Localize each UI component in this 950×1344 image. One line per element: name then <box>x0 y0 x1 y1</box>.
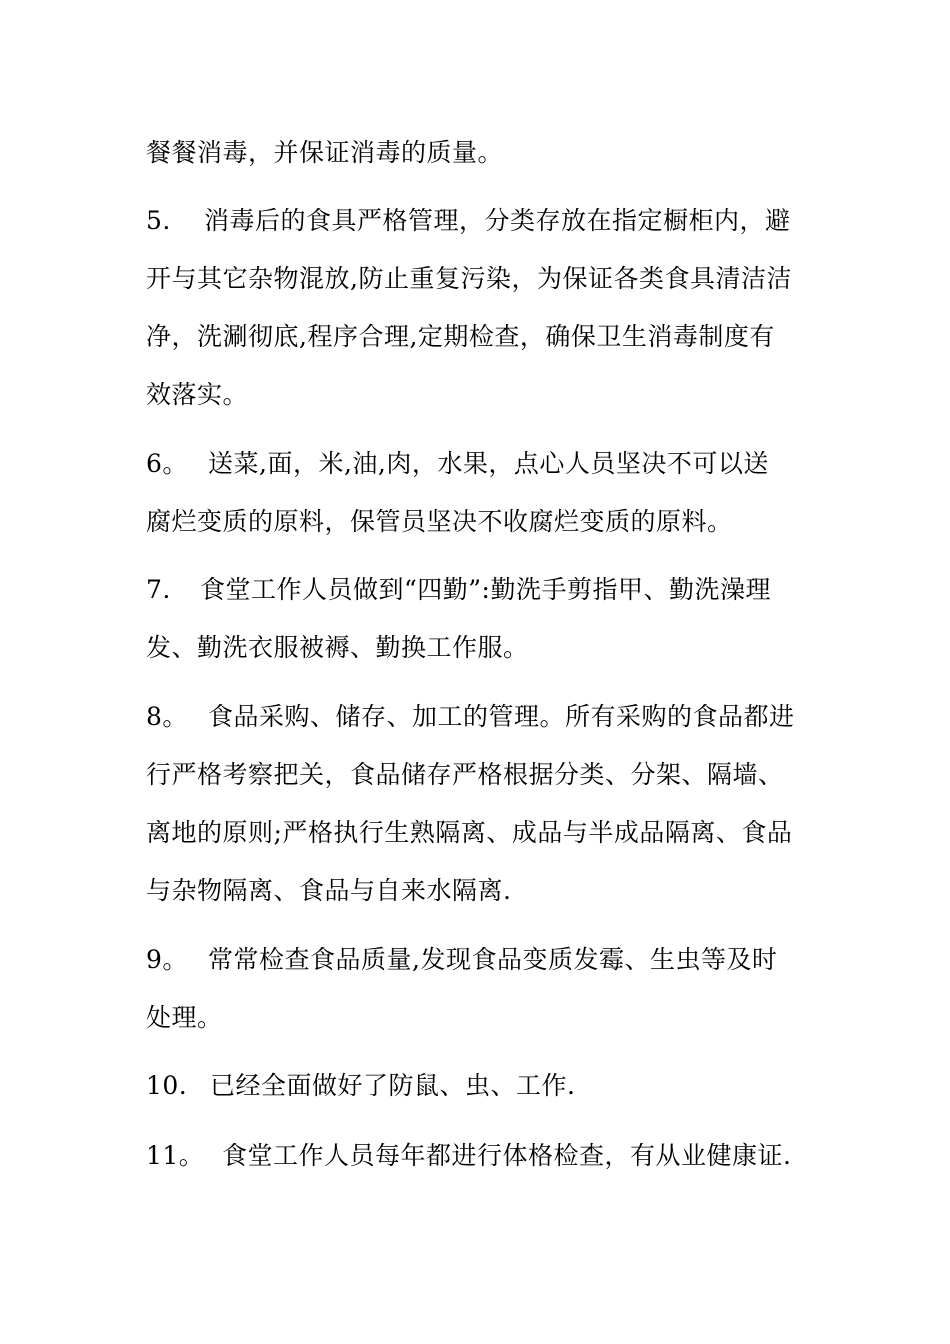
text-line <box>146 1127 806 1185</box>
item-number: 9。 <box>146 945 188 974</box>
text-line <box>146 688 806 746</box>
paragraph-item-6 <box>146 435 806 551</box>
paragraph-item-8 <box>146 688 806 920</box>
paragraph-item-10 <box>146 1057 806 1115</box>
text-line: 开与其它杂物混放,防止重复污染，为保证各类食具清洁洁 <box>146 264 792 293</box>
text-line: 腐烂变质的原料，保管员坚决不收腐烂变质的原料。 <box>146 507 733 536</box>
item-number: 7. <box>146 575 171 604</box>
text-line: 效落实。 <box>146 380 249 409</box>
paragraph-item-5 <box>146 192 806 424</box>
paragraph-item-7 <box>146 561 806 677</box>
text-line: 处理。 <box>146 1003 223 1032</box>
text-line: 餐餐消毒，并保证消毒的质量。 <box>146 138 504 167</box>
item-number: 6。 <box>146 449 188 478</box>
text-line <box>146 192 806 250</box>
paragraph-item-9 <box>146 931 806 1047</box>
paragraph-item-11 <box>146 1127 806 1185</box>
text-line: 净，洗涮彻底,程序合理,定期检查，确保卫生消毒制度有 <box>146 322 775 351</box>
text-line <box>146 931 806 989</box>
paragraph-continuation <box>146 124 806 182</box>
text-content: 食堂工作人员做到“四勤”:勤洗手剪指甲、勤洗澡理 <box>200 575 771 604</box>
item-number: 11。 <box>146 1141 205 1170</box>
text-content: 已经全面做好了防鼠、虫、工作. <box>210 1071 576 1100</box>
text-content: 送菜,面，米,油,肉，水果，点心人员坚决不可以送 <box>208 449 769 478</box>
text-content: 消毒后的食具严格管理，分类存放在指定橱柜内，避 <box>204 206 791 235</box>
text-line: 行严格考察把关，食品储存严格根据分类、分架、隔墙、 <box>146 760 784 789</box>
text-line: 发、勤洗衣服被褥、勤换工作服。 <box>146 633 529 662</box>
item-number: 5. <box>146 206 171 235</box>
text-line: 离地的原则;严格执行生熟隔离、成品与半成品隔离、食品 <box>146 818 793 847</box>
text-content: 常常检查食品质量,发现食品变质发霉、生虫等及时 <box>208 945 778 974</box>
text-line <box>146 1057 806 1115</box>
text-line: 与杂物隔离、食品与自来水隔离. <box>146 876 512 905</box>
text-line <box>146 561 806 619</box>
text-content: 食品采购、储存、加工的管理。所有采购的食品都进 <box>208 702 795 731</box>
item-number: 10. <box>146 1071 188 1100</box>
text-content: 食堂工作人员每年都进行体格检查，有从业健康证. <box>222 1141 792 1170</box>
text-line <box>146 435 806 493</box>
item-number: 8。 <box>146 702 188 731</box>
